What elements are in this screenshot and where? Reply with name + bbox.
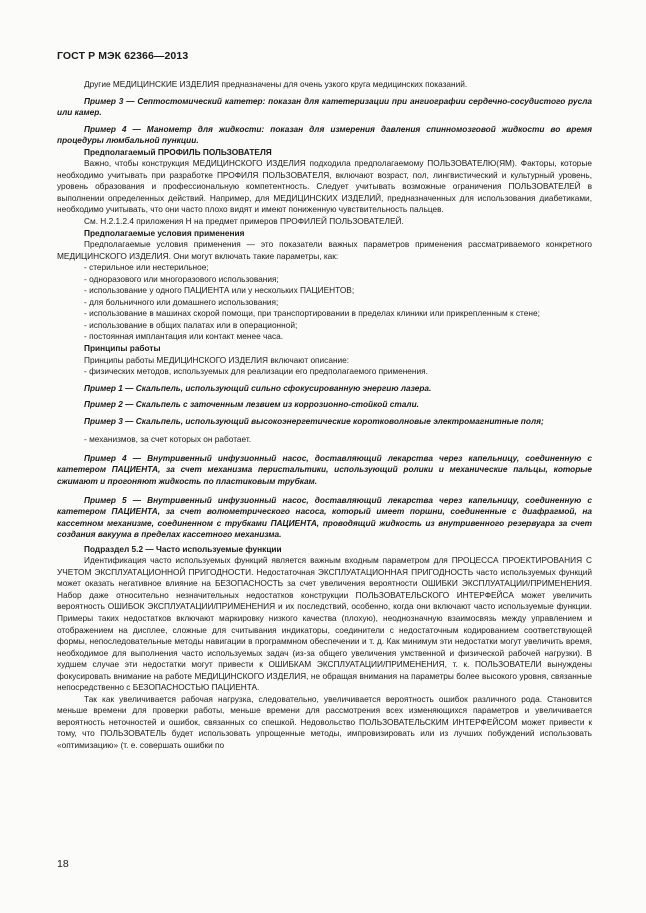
body-paragraph: Принципы работы МЕДИЦИНСКОГО ИЗДЕЛИЯ включают описание: <box>84 354 350 365</box>
example-paragraph: Пример 3 — Септостомический катетер: показан для катетеризации при ангиографии сердечно-сосудистого русла или камер. <box>57 95 592 118</box>
example-paragraph: Пример 3 — Скальпель, использующий высокоэнергетические коротковолновые электромагнитные поля; <box>84 415 544 426</box>
example-paragraph: Пример 4 — Манометр для жидкости: показан для измерения давления спинномозговой жидкости во время процедуры люмбальной пункции. <box>57 123 592 146</box>
list-item: - стерильное или нестерильное; <box>84 262 209 273</box>
section-heading: Предполагаемые условия применения <box>84 227 245 238</box>
section-heading: Принципы работы <box>84 343 161 354</box>
example-paragraph: Пример 4 — Внутривенный инфузионный насос, доставляющий лекарства через капельницу, соединенную с катетером ПАЦИЕНТА, за счет механизма перистальтики, использующий ролики и механические пальцы, которые сжимают и прогоняют жидкость по пластиковым трубкам. <box>57 452 592 486</box>
body-paragraph: Так как увеличивается рабочая нагрузка, следовательно, увеличивается вероятность ошибок различного рода. Становится меньше времени для проверки работы, меньше времени для рассмотрения всех изменяющихся параметров и увеличивается вероятность неточностей и ошибок, связанных со спешкой. Недовольство ПОЛЬЗОВАТЕЛЬСКИМ ИНТЕРФЕЙСОМ может привести к тому, что ПОЛЬЗОВАТЕЛЬ будет использовать упрощенные методы, импровизировать или из лучших побуждений использовать «оптимизацию» (т. е. совершать ошибки по <box>57 693 592 750</box>
list-item: - использование в общих палатах или в операционной; <box>84 319 298 330</box>
list-item: - использование в машинах скорой помощи, при транспортировании в пределах клиники или прикрепленным к стене; <box>84 308 540 319</box>
main-text <box>57 79 592 752</box>
example-paragraph: Пример 5 — Внутривенный инфузионный насос, доставляющий лекарства через капельницу, соединенную с катетером ПАЦИЕНТА, за счет волюметрического насоса, который имеет поршни, соединенные с диафрагмой, на кассетном механизме, соединенном с трубками ПАЦИЕНТА, проводящий жидкость из внутривенного резервуара за счет создания вакуума в пределах кассетного механизма. <box>57 494 592 540</box>
body-paragraph: См. Н.2.1.2.4 приложения Н на предмет примеров ПРОФИЛЕЙ ПОЛЬЗОВАТЕЛЕЙ. <box>84 216 404 227</box>
body-paragraph: Предполагаемые условия применения — это показатели важных параметров применения рассматриваемого конкретного МЕДИЦИНСКОГО ИЗДЕЛИЯ. Они могут включать такие параметры, как: <box>57 239 592 261</box>
list-item: - одноразового или многоразового использования; <box>84 273 279 284</box>
body-paragraph: Идентификация часто используемых функций является важным входным параметром для ПРОЦЕССА ПРОЕКТИРОВАНИЯ С УЧЕТОМ ЭКСПЛУАТАЦИОННОЙ ПРИГОДНОСТИ. Недостаточная ЭКСПЛУАТАЦИОННАЯ ПРИГОДНОСТЬ часто используемых функций может оказать негативное влияние на БЕЗОПАСНОСТЬ за счет увеличения вероятности ОШИБКИ ЭКСПЛУАТАЦИИ/ПРИМЕНЕНИЯ. Набор даже относительно незначительных недостатков конструкции ПОЛЬЗОВАТЕЛЬСКОГО ИНТЕРФЕЙСА может увеличить вероятность ОШИБОК ЭКСПЛУАТАЦИИ/ПРИМЕНЕНИЯ и их последствий, особенно, когда они включают часто используемые функции. Примеры таких недостатков включают маркировку низкого качества (плохую), неоднозначную взаимосвязь между управлением и отображением на дисплее, сложные для считывания индикаторы, соединители с недостаточным кодированием соответствующей формы, непоследовательные методы навигации в программном обеспечении и т. д. Как минимум эти недостатки могут увеличить время, необходимое для выполнения часто используемых задач (из-за общего увеличения умственной и физической рабочей нагрузки). В худшем случае эти недостатки могут привести к ОШИБКАМ ЭКСПЛУАТАЦИИ/ПРИМЕНЕНИЯ, т. к. ПОЛЬЗОВАТЕЛИ вынуждены фокусировать внимание на работе МЕДИЦИНСКОГО ИЗДЕЛИЯ, не обращая внимания на параметры более высокого уровня, связанные непосредственно с БЕЗОПАСНОСТЬЮ ПАЦИЕНТА. <box>57 555 592 693</box>
list-item: - для больничного или домашнего использования; <box>84 296 279 307</box>
standard-header: ГОСТ Р МЭК 62366—2013 <box>57 50 189 62</box>
section-heading: Предполагаемый ПРОФИЛЬ ПОЛЬЗОВАТЕЛЯ <box>84 146 272 157</box>
list-item: - постоянная имплантация или контакт менее часа. <box>84 331 284 342</box>
example-paragraph: Пример 2 — Скальпель с заточенным лезвием из коррозионно-стойкой стали. <box>84 399 419 410</box>
example-paragraph: Пример 1 — Скальпель, использующий сильно сфокусированную энергию лазера. <box>84 382 432 393</box>
list-item: - механизмов, за счет которых он работает. <box>84 434 252 445</box>
section-heading: Подраздел 5.2 — Часто используемые функции <box>84 543 282 554</box>
list-item: - использование у одного ПАЦИЕНТА или у нескольких ПАЦИЕНТОВ; <box>84 285 355 296</box>
body-paragraph: Важно, чтобы конструкция МЕДИЦИНСКОГО ИЗДЕЛИЯ подходила предполагаемому ПОЛЬЗОВАТЕЛЮ(ЯМ). Факторы, которые необходимо учитывать при разработке ПРОФИЛЯ ПОЛЬЗОВАТЕЛЯ, включают возраст, пол, лингвистический и культурный уровень, уровень образования и профессиональную компетентность. Следует учитывать возможные ограничения ПОЛЬЗОВАТЕЛЕЙ в выполнении определенных действий. Например, для МЕДИЦИНСКИХ ИЗДЕЛИЙ, предназначенных для использования диабетиками, необходимо учитывать, что они часто плохо видят и имеют пониженную чувствительность пальцев. <box>57 158 592 215</box>
body-paragraph: Другие МЕДИЦИНСКИЕ ИЗДЕЛИЯ предназначены для очень узкого круга медицинских показаний. <box>84 79 468 89</box>
page-number: 18 <box>57 858 69 870</box>
list-item: - физических методов, используемых для реализации его предполагаемого применения. <box>84 366 428 377</box>
